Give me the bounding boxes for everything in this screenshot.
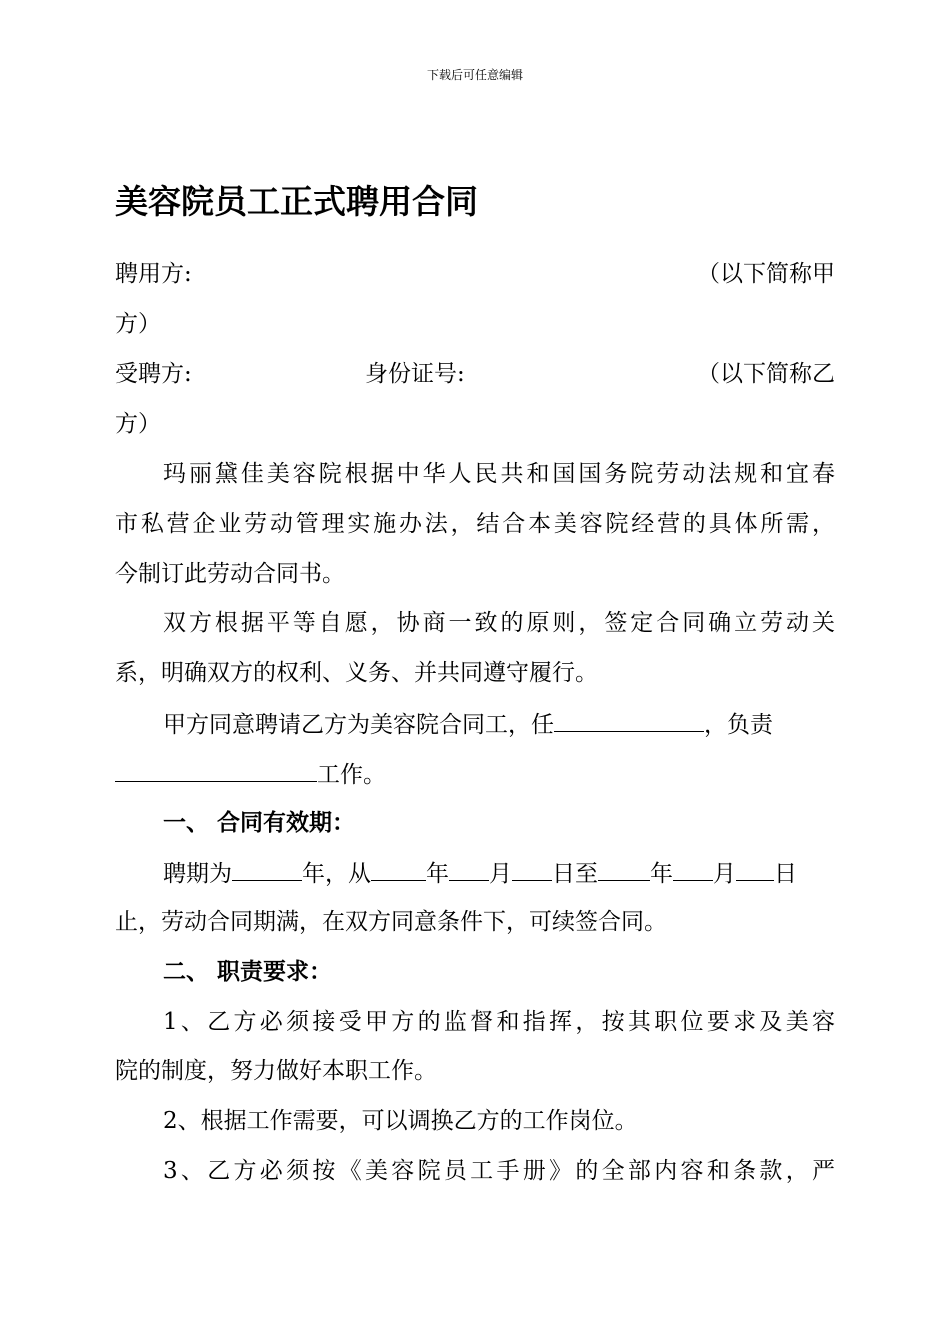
term-text-4: 月 bbox=[489, 861, 512, 887]
para2-line2: 系，明确双方的权利、义务、并共同遵守履行。 bbox=[115, 660, 598, 686]
end-year-blank[interactable] bbox=[598, 852, 650, 881]
para1-line1: 玛丽黛佳美容院根据中华人民共和国国务院劳动法规和宜春 bbox=[163, 461, 835, 487]
term-text-3: 年 bbox=[426, 861, 449, 887]
start-day-blank[interactable] bbox=[512, 852, 552, 881]
term-text-1: 聘期为 bbox=[163, 861, 232, 887]
para1-line3: 今制订此劳动合同书。 bbox=[115, 561, 345, 587]
employee-suffix-cont: 方） bbox=[115, 411, 161, 437]
end-month-blank[interactable] bbox=[673, 852, 713, 881]
para3-line2 bbox=[115, 753, 835, 793]
term-text-5: 日至 bbox=[552, 861, 598, 887]
employer-line bbox=[115, 254, 835, 294]
employer-suffix: （以下简称甲 bbox=[697, 261, 835, 287]
duty-item2: 2、根据工作需要，可以调换乙方的工作岗位。 bbox=[163, 1108, 638, 1134]
employee-suffix: （以下简称乙 bbox=[697, 361, 835, 387]
contract-term-line2: 止，劳动合同期满，在双方同意条件下，可续签合同。 bbox=[115, 909, 667, 935]
duty-item1-line1: 1、乙方必须接受甲方的监督和指挥，按其职位要求及美容 bbox=[163, 1009, 835, 1035]
document-title: 美容院员工正式聘用合同 bbox=[115, 182, 478, 221]
position-blank[interactable] bbox=[554, 703, 704, 732]
para3-line1 bbox=[163, 703, 835, 743]
para1-line2: 市私营企业劳动管理实施办法，结合本美容院经营的具体所需， bbox=[115, 511, 835, 537]
header-note: 下载后可任意编辑 bbox=[426, 68, 523, 82]
section1-heading: 一、 合同有效期： bbox=[163, 810, 356, 836]
employee-line bbox=[115, 354, 835, 394]
para3-text-a: 甲方同意聘请乙方为美容院合同工，任 bbox=[163, 712, 554, 738]
end-day-blank[interactable] bbox=[736, 852, 774, 881]
para3-text-c: 工作。 bbox=[317, 762, 386, 788]
section2-heading: 二、 职责要求： bbox=[163, 959, 333, 985]
employer-suffix-cont: 方） bbox=[115, 311, 161, 337]
para2-line1: 双方根据平等自愿，协商一致的原则，签定合同确立劳动关 bbox=[163, 610, 835, 636]
contract-term-line bbox=[163, 852, 835, 892]
employer-label: 聘用方: bbox=[115, 261, 192, 287]
term-years-blank[interactable] bbox=[232, 852, 302, 881]
term-text-2: 年，从 bbox=[302, 861, 371, 887]
start-year-blank[interactable] bbox=[371, 852, 426, 881]
duty-item1-line2: 院的制度，努力做好本职工作。 bbox=[115, 1058, 437, 1084]
term-text-6: 年 bbox=[650, 861, 673, 887]
term-text-8: 日 bbox=[774, 861, 797, 887]
para3-text-b: ，负责 bbox=[704, 712, 773, 738]
employee-label: 受聘方: bbox=[115, 361, 192, 387]
term-text-7: 月 bbox=[713, 861, 736, 887]
duty-item3: 3、乙方必须按《美容院员工手册》的全部内容和条款，严 bbox=[163, 1158, 835, 1184]
duty-blank[interactable] bbox=[115, 753, 317, 782]
start-month-blank[interactable] bbox=[449, 852, 489, 881]
id-number-label: 身份证号: bbox=[365, 361, 465, 387]
